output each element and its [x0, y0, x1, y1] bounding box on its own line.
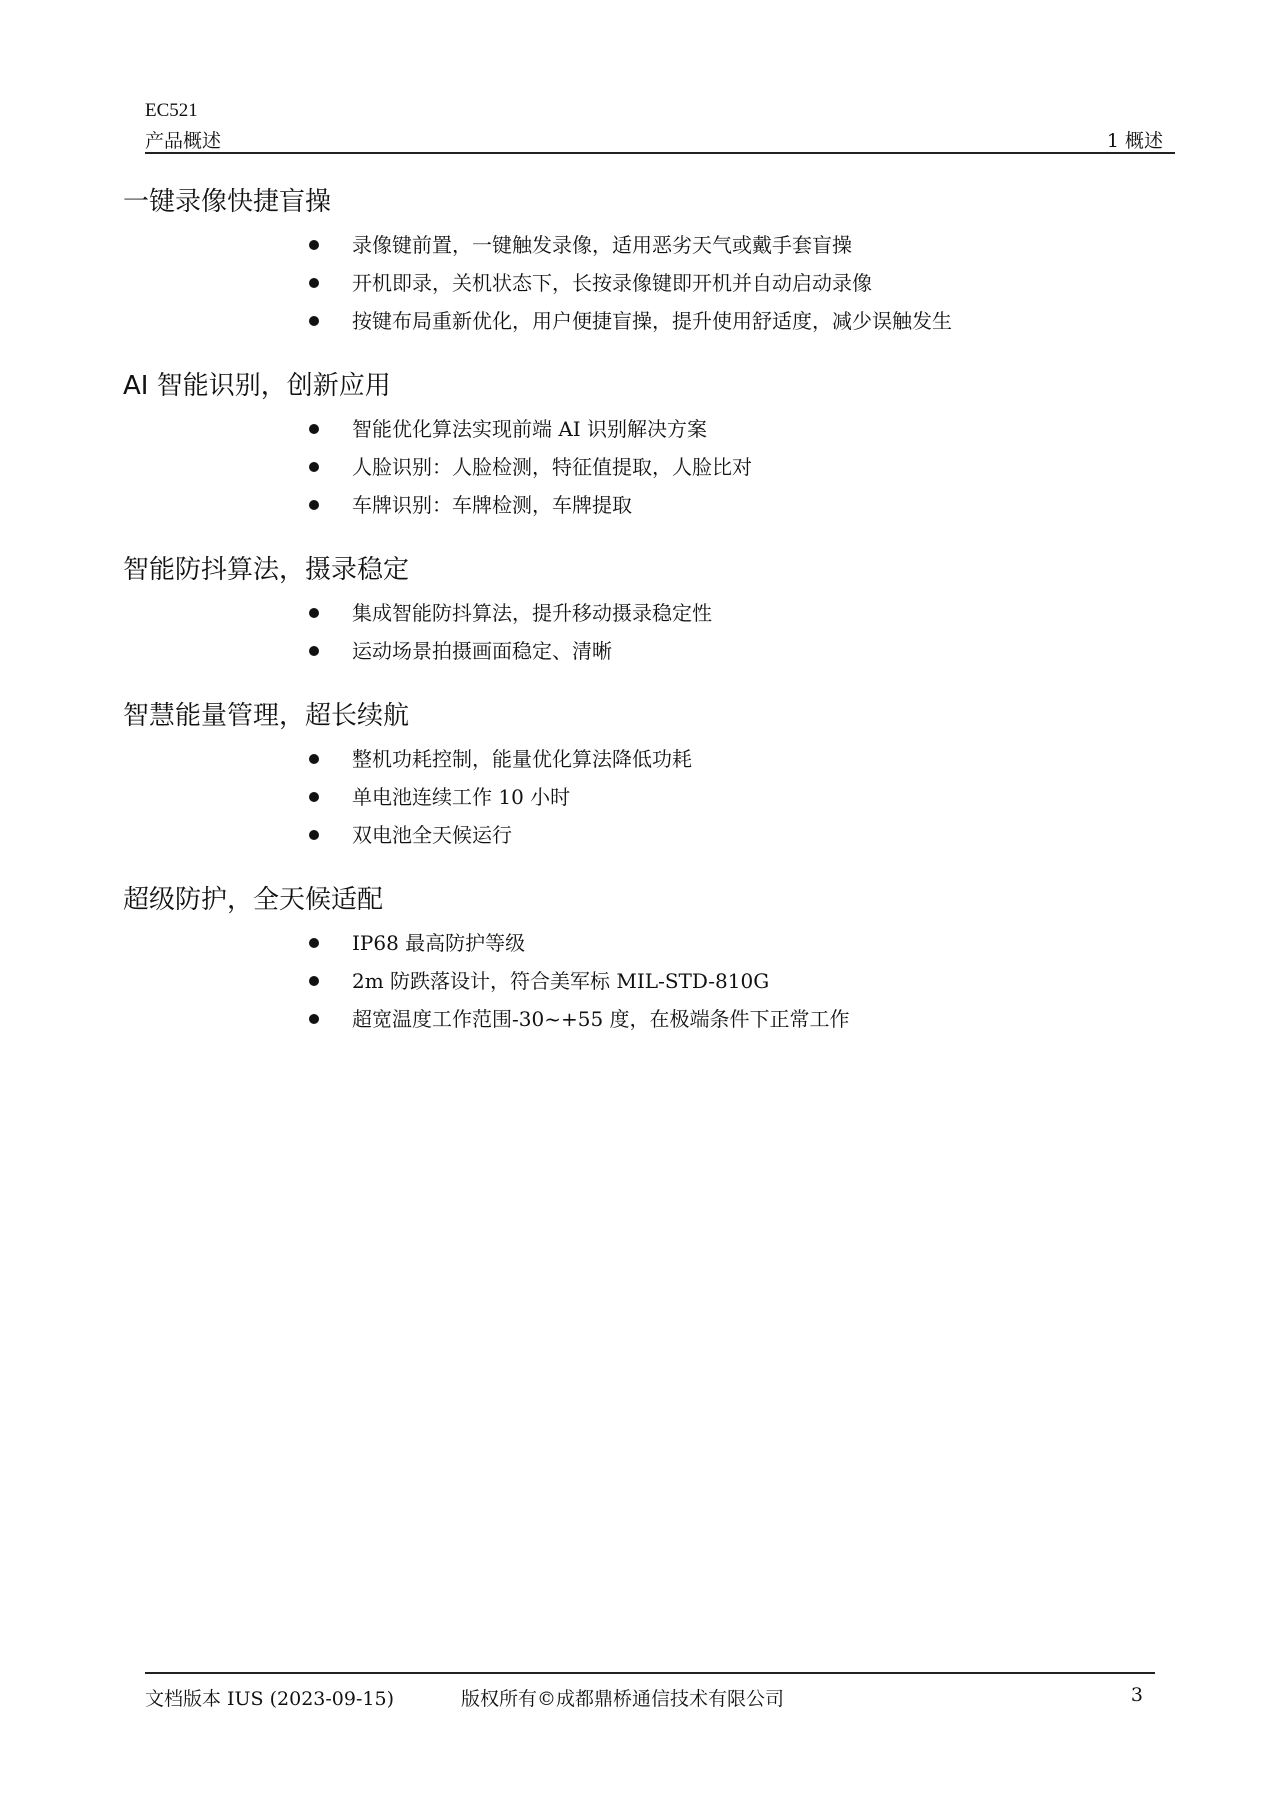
bullet-icon [309, 792, 319, 802]
feature-section [123, 696, 1163, 854]
page-content [123, 182, 1163, 1064]
section-title: 超级防护，全天候适配 [123, 885, 384, 915]
list-item [123, 448, 1163, 486]
list-item-text: 超宽温度工作范围-30~+55 度，在极端条件下正常工作 [352, 1007, 850, 1031]
feature-section [123, 550, 1163, 670]
list-item-text: 整机功耗控制，能量优化算法降低功耗 [352, 747, 692, 771]
list-item-text: IP68 最高防护等级 [352, 931, 526, 955]
list-item [123, 226, 1163, 264]
bullet-icon [309, 316, 319, 326]
section-title: 一键录像快捷盲操 [123, 187, 332, 217]
section-title: AI 智能识别，创新应用 [123, 371, 391, 401]
list-item-text: 双电池全天候运行 [352, 823, 512, 847]
list-item-text: 车牌识别：车牌检测，车牌提取 [352, 493, 632, 517]
header-section-name: 产品概述 [145, 130, 222, 152]
bullet-icon [309, 424, 319, 434]
bullet-icon [309, 1014, 319, 1024]
bullet-icon [309, 608, 319, 618]
feature-section [123, 880, 1163, 1038]
section-title: 智能防抖算法，摄录稳定 [123, 555, 410, 585]
list-item-text: 单电池连续工作 10 小时 [352, 785, 571, 809]
list-item [123, 740, 1163, 778]
list-item [123, 594, 1163, 632]
feature-section [123, 182, 1163, 340]
document-version: 文档版本 IUS (2023-09-15) [145, 1688, 394, 1710]
list-item [123, 778, 1163, 816]
list-item-text: 运动场景拍摄画面稳定、清晰 [352, 639, 612, 663]
bullet-icon [309, 278, 319, 288]
list-item [123, 302, 1163, 340]
list-item-text: 人脸识别：人脸检测，特征值提取，人脸比对 [352, 455, 752, 479]
list-item [123, 924, 1163, 962]
list-item [123, 264, 1163, 302]
bullet-icon [309, 500, 319, 510]
list-item [123, 962, 1163, 1000]
bullet-icon [309, 462, 319, 472]
list-item-text: 智能优化算法实现前端 AI 识别解决方案 [352, 417, 708, 441]
list-item [123, 410, 1163, 448]
page-header [145, 100, 1175, 154]
list-item [123, 1000, 1163, 1038]
bullet-icon [309, 976, 319, 986]
list-item [123, 486, 1163, 524]
list-item-text: 集成智能防抖算法，提升移动摄录稳定性 [352, 601, 712, 625]
page-footer [145, 1672, 1155, 1714]
bullet-icon [309, 240, 319, 250]
list-item-text: 开机即录，关机状态下，长按录像键即开机并自动启动录像 [352, 271, 872, 295]
bullet-icon [309, 830, 319, 840]
list-item-text: 按键布局重新优化，用户便捷盲操，提升使用舒适度，减少误触发生 [352, 309, 952, 333]
page-number: 3 [1130, 1684, 1143, 1706]
list-item [123, 632, 1163, 670]
bullet-icon [309, 938, 319, 948]
feature-section [123, 366, 1163, 524]
product-model: EC521 [145, 100, 198, 121]
header-chapter: 1 概述 [1106, 130, 1163, 152]
list-item-text: 录像键前置，一键触发录像，适用恶劣天气或戴手套盲操 [352, 233, 852, 257]
bullet-icon [309, 754, 319, 764]
copyright-notice: 版权所有©成都鼎桥通信技术有限公司 [461, 1688, 785, 1710]
list-item [123, 816, 1163, 854]
section-title: 智慧能量管理，超长续航 [123, 701, 410, 731]
bullet-icon [309, 646, 319, 656]
list-item-text: 2m 防跌落设计，符合美军标 MIL-STD-810G [352, 969, 770, 993]
